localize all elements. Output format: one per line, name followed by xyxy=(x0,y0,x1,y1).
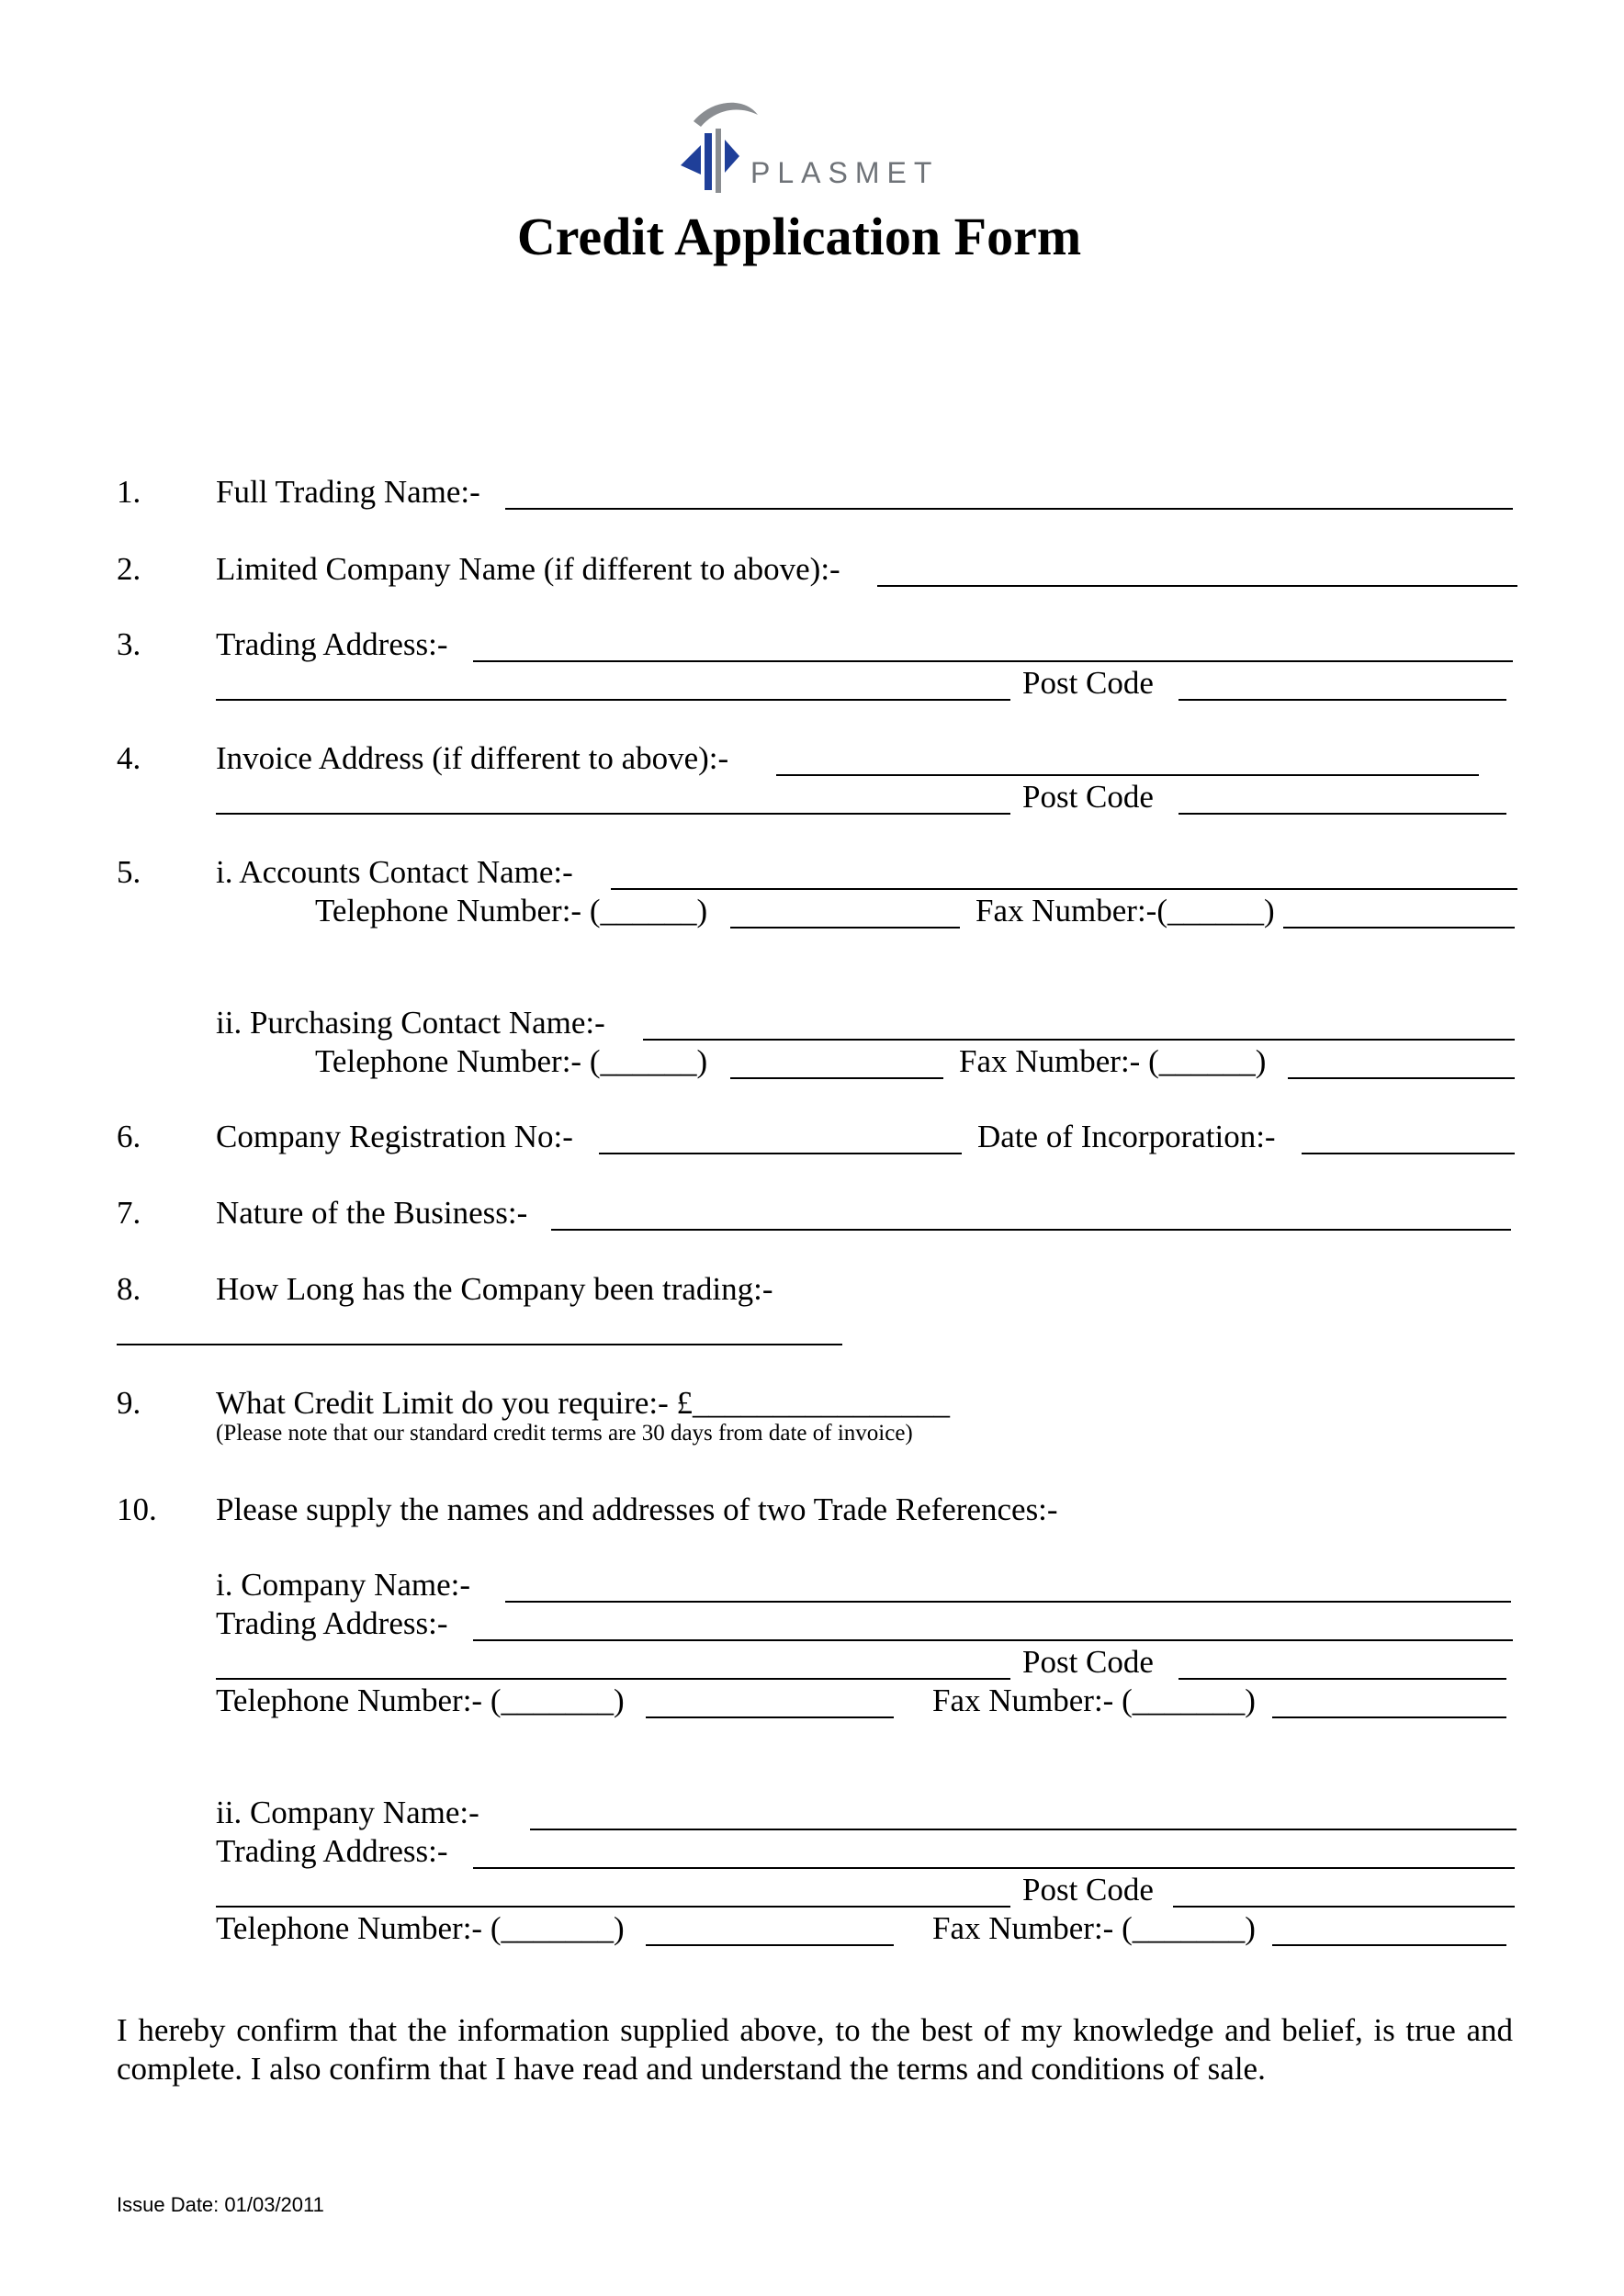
full-trading-name-label: Full Trading Name:- xyxy=(216,474,480,510)
page-title: Credit Application Form xyxy=(516,207,1082,266)
item-number: 5. xyxy=(117,854,141,890)
limited-company-name-label: Limited Company Name (if different to above):- xyxy=(216,551,840,587)
reference-2-company-name-field[interactable] xyxy=(530,1829,1517,1830)
declaration-text: I hereby confirm that the information supplied above, to the best of my knowledge and belief, is true and complete. I also confirm that I have read and understand the terms and conditions of sale. xyxy=(117,2012,1513,2087)
full-trading-name-field[interactable] xyxy=(505,508,1513,510)
issue-date: Issue Date: 01/03/2011 xyxy=(117,2193,324,2216)
item-number: 7. xyxy=(117,1195,141,1231)
accounts-telephone-field[interactable] xyxy=(730,927,960,929)
item-number: 4. xyxy=(117,740,141,776)
reference-2-fax-field[interactable] xyxy=(1272,1944,1506,1946)
reference-2-post-code-field[interactable] xyxy=(1173,1906,1515,1908)
reference-2-telephone-label: Telephone Number:- (_______) xyxy=(216,1910,625,1946)
purchasing-contact-name-field[interactable] xyxy=(643,1039,1515,1041)
company-registration-label: Company Registration No:- xyxy=(216,1119,573,1154)
reference-2-trading-address-field-2[interactable] xyxy=(216,1906,1010,1908)
purchasing-telephone-field[interactable] xyxy=(730,1077,943,1079)
purchasing-fax-field[interactable] xyxy=(1288,1077,1515,1079)
accounts-contact-name-field[interactable] xyxy=(611,888,1517,890)
post-code-field[interactable] xyxy=(1179,699,1506,701)
brand-name: PLASMET xyxy=(750,156,940,189)
post-code-label: Post Code xyxy=(1022,779,1154,815)
plasmet-logo xyxy=(675,92,951,202)
reference-2-company-name-label: ii. Company Name:- xyxy=(216,1795,479,1830)
reference-1-company-name-label: i. Company Name:- xyxy=(216,1567,471,1603)
accounts-fax-label: Fax Number:-(______) xyxy=(976,893,1275,929)
reference-2-trading-address-field-1[interactable] xyxy=(473,1867,1515,1869)
item-number: 8. xyxy=(117,1271,141,1307)
date-of-incorporation-label: Date of Incorporation:- xyxy=(977,1119,1276,1154)
trading-duration-field[interactable] xyxy=(117,1344,842,1345)
reference-1-telephone-label: Telephone Number:- (_______) xyxy=(216,1683,625,1718)
nature-of-business-field[interactable] xyxy=(551,1229,1511,1231)
plasmet-logo-icon xyxy=(675,92,758,202)
purchasing-fax-label: Fax Number:- (______) xyxy=(959,1043,1267,1079)
reference-1-fax-field[interactable] xyxy=(1272,1716,1506,1718)
reference-1-telephone-field[interactable] xyxy=(646,1716,894,1718)
reference-1-trading-address-field-1[interactable] xyxy=(473,1639,1513,1641)
company-registration-field[interactable] xyxy=(599,1153,962,1154)
reference-1-post-code-label: Post Code xyxy=(1022,1644,1154,1680)
post-code-field[interactable] xyxy=(1179,813,1506,815)
accounts-telephone-label: Telephone Number:- (______) xyxy=(315,893,708,929)
credit-terms-note: (Please note that our standard credit terms are 30 days from date of invoice) xyxy=(216,1421,913,1446)
trading-address-label: Trading Address:- xyxy=(216,626,448,662)
reference-1-trading-address-field-2[interactable] xyxy=(216,1678,1010,1680)
reference-2-post-code-label: Post Code xyxy=(1022,1872,1154,1908)
item-number: 1. xyxy=(117,474,141,510)
credit-limit-label[interactable]: What Credit Limit do you require:- £________________ xyxy=(216,1385,951,1421)
reference-2-fax-label: Fax Number:- (_______) xyxy=(932,1910,1256,1946)
reference-2-trading-address-label: Trading Address:- xyxy=(216,1833,448,1869)
trade-references-label: Please supply the names and addresses of two Trade References:- xyxy=(216,1491,1058,1527)
accounts-fax-field[interactable] xyxy=(1283,927,1515,929)
accounts-contact-name-label: i. Accounts Contact Name:- xyxy=(216,854,573,890)
item-number: 6. xyxy=(117,1119,141,1154)
date-of-incorporation-field[interactable] xyxy=(1302,1153,1515,1154)
invoice-address-label: Invoice Address (if different to above):- xyxy=(216,740,729,776)
trading-duration-label: How Long has the Company been trading:- xyxy=(216,1271,773,1307)
item-number: 10. xyxy=(117,1491,157,1527)
nature-of-business-label: Nature of the Business:- xyxy=(216,1195,528,1231)
reference-1-post-code-field[interactable] xyxy=(1179,1678,1506,1680)
item-number: 9. xyxy=(117,1385,141,1421)
invoice-address-field-1[interactable] xyxy=(776,774,1479,776)
reference-1-company-name-field[interactable] xyxy=(505,1601,1511,1603)
post-code-label: Post Code xyxy=(1022,665,1154,701)
reference-1-fax-label: Fax Number:- (_______) xyxy=(932,1683,1256,1718)
invoice-address-field-2[interactable] xyxy=(216,813,1010,815)
reference-2-telephone-field[interactable] xyxy=(646,1944,894,1946)
trading-address-field-2[interactable] xyxy=(216,699,1010,701)
limited-company-name-field[interactable] xyxy=(877,585,1517,587)
item-number: 3. xyxy=(117,626,141,662)
item-number: 2. xyxy=(117,551,141,587)
purchasing-contact-name-label: ii. Purchasing Contact Name:- xyxy=(216,1005,605,1041)
trading-address-field-1[interactable] xyxy=(473,660,1513,662)
purchasing-telephone-label: Telephone Number:- (______) xyxy=(315,1043,708,1079)
reference-1-trading-address-label: Trading Address:- xyxy=(216,1605,448,1641)
